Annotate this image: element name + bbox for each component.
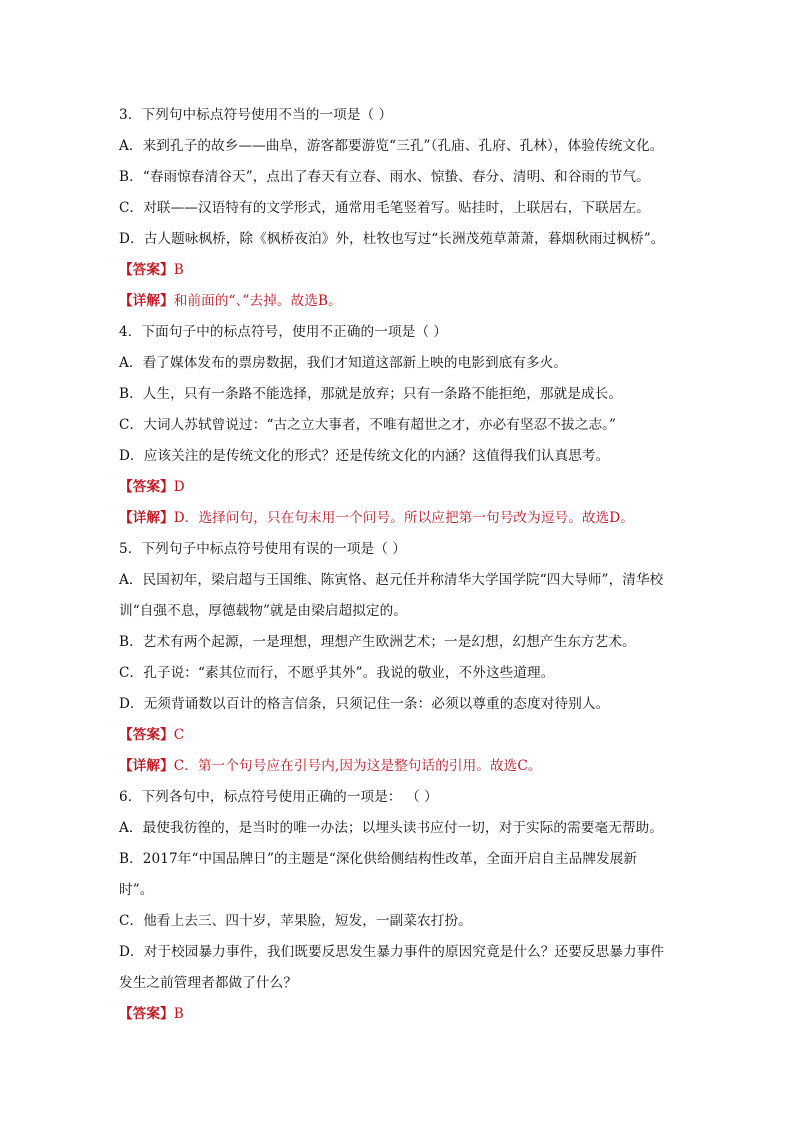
answer-value: C bbox=[173, 727, 185, 743]
question-6-option-d: D．对于校园暴力事件，我们既要反思发生暴力事件的原因究竟是什么？还要反思暴力事件 bbox=[119, 944, 665, 960]
question-6-option-b: B．2017年“中国品牌日”的主题是“深化供给侧结构性改革，全面开启自主品牌发展新 bbox=[119, 851, 638, 867]
question-3-answer bbox=[119, 262, 679, 278]
question-5-detail bbox=[119, 758, 679, 774]
question-4-option-a: A．看了媒体发布的票房数据，我们才知道这部新上映的电影到底有多火。 bbox=[119, 355, 568, 371]
question-6-option-a: A．最使我彷徨的，是当时的唯一办法；以埋头读书应付一切，对于实际的需要毫无帮助。 bbox=[119, 820, 663, 836]
answer-label: 【答案】 bbox=[119, 479, 174, 495]
detail-label: 【详解】 bbox=[119, 510, 174, 526]
question-3-option-c: C．对联——汉语特有的文学形式，通常用毛笔竖着写。贴挂时，上联居右，下联居左。 bbox=[119, 200, 650, 216]
question-4-option-c: C．大词人苏轼曾说过：“古之立大事者，不唯有超世之才，亦必有坚忍不拔之志。” bbox=[119, 417, 617, 433]
question-4-option-d: D．应该关注的是传统文化的形式？还是传统文化的内涵？这值得我们认真思考。 bbox=[119, 448, 610, 464]
detail-text: D．选择问句，只在句末用一个问号。所以应把第一句号改为逗号。故选D。 bbox=[173, 510, 634, 526]
question-6-stem: 6．下列各句中，标点符号使用正确的一项是： （ ） bbox=[119, 789, 438, 805]
detail-label: 【详解】 bbox=[119, 293, 174, 309]
question-4-detail bbox=[119, 510, 679, 526]
answer-label: 【答案】 bbox=[119, 1006, 174, 1022]
question-3-stem: 3．下列句中标点符号使用不当的一项是（ ） bbox=[119, 107, 393, 123]
question-6-option-c: C．他看上去三、四十岁，苹果脸，短发，一副菜农打扮。 bbox=[119, 913, 472, 929]
answer-label: 【答案】 bbox=[119, 727, 174, 743]
question-3-option-b: B．“春雨惊春清谷天”，点出了春天有立春、雨水、惊蛰、春分、清明、和谷雨的节气。 bbox=[119, 169, 650, 185]
question-4-stem: 4．下面句子中的标点符号，使用不正确的一项是（ ） bbox=[119, 324, 448, 340]
question-4-answer bbox=[119, 479, 679, 495]
answer-label: 【答案】 bbox=[119, 262, 174, 278]
question-5-option-a-cont: 训“自强不息，厚德载物”就是由梁启超拟定的。 bbox=[119, 603, 407, 619]
question-3-option-a: A．来到孔子的故乡——曲阜，游客都要游览“三孔”（孔庙、孔府、孔林），体验传统文化。 bbox=[119, 138, 664, 154]
question-5-option-b: B．艺术有两个起源，一是理想，理想产生欧洲艺术；一是幻想，幻想产生东方艺术。 bbox=[119, 634, 636, 650]
question-5-option-c: C．孔子说：“素其位而行，不愿乎其外”。我说的敬业，不外这些道理。 bbox=[119, 665, 555, 681]
question-6-option-d-cont: 发生之前管理者都做了什么？ bbox=[119, 975, 298, 991]
question-6-option-b-cont: 时”。 bbox=[119, 882, 154, 898]
detail-label: 【详解】 bbox=[119, 758, 174, 774]
question-5-option-d: D．无须背诵数以百计的格言信条，只须记住一条：必须以尊重的态度对待别人。 bbox=[119, 696, 610, 712]
question-4-option-b: B．人生，只有一条路不能选择，那就是放弃；只有一条路不能拒绝，那就是成长。 bbox=[119, 386, 623, 402]
detail-text: 和前面的“、”去掉。故选B。 bbox=[173, 293, 342, 309]
answer-value: D bbox=[173, 479, 185, 495]
detail-text: C．第一个句号应在引号内,因为这是整句话的引用。故选C。 bbox=[173, 758, 542, 774]
question-3-option-d: D．古人题咏枫桥，除《枫桥夜泊》外，杜牧也写过“长洲茂苑草萧萧，暮烟秋雨过枫桥”。 bbox=[119, 231, 665, 247]
question-3-detail bbox=[119, 293, 679, 309]
answer-value: B bbox=[173, 1006, 184, 1022]
answer-value: B bbox=[173, 262, 184, 278]
question-5-option-a: A．民国初年，梁启超与王国维、陈寅恪、赵元任并称清华大学国学院“四大导师”，清华校 bbox=[119, 572, 664, 588]
question-5-answer bbox=[119, 727, 679, 743]
question-5-stem: 5．下列句子中标点符号使用有误的一项是（ ） bbox=[119, 541, 407, 557]
question-6-answer bbox=[119, 1006, 679, 1022]
